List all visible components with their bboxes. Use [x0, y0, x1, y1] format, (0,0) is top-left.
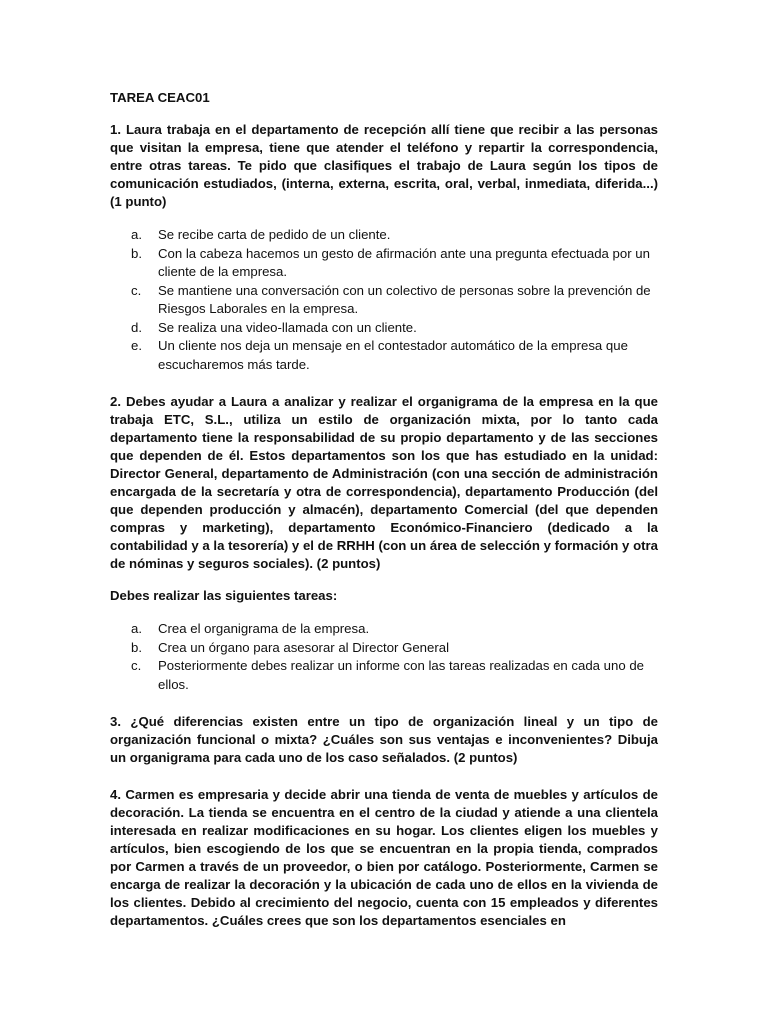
list-item-text: Se realiza una video-llamada con un cliente. — [158, 319, 417, 335]
list-item-text: Se recibe carta de pedido de un cliente. — [158, 227, 391, 242]
list-item — [110, 245, 658, 282]
list-item — [110, 620, 658, 639]
list-item — [110, 282, 658, 319]
question-2-text: 2. Debes ayudar a Laura a analizar y realizar el organigrama de la empresa en la que trabaja ETC, S.L., utiliza un estilo de organización mixta, por lo tanto cada departamento tiene la responsabilidad de su propio departamento y de las secciones que dependen de él. Estos departamentos son los que has estudiado en la unidad: Director General, departamento de Administración (con una sección de administración encargada de la secretaría y otra de correspondencia), departamento Producción (del que dependen producción y almacén), departamento Comercial (del que dependen compras y marketing), departamento Económico-Financiero (dedicado a la contabilidad y a la tesorería) y el de RRHH (con un área de selección y formación y otra de nóminas y seguros sociales). (2 puntos) — [110, 394, 658, 571]
list-item — [110, 657, 658, 694]
list-item — [110, 226, 658, 245]
tasks-heading: Debes realizar las siguientes tareas: — [110, 588, 338, 603]
list-item-text: Posteriormente debes realizar un informe con las tareas realizadas en cada uno de ellos. — [158, 658, 645, 692]
list-item — [110, 319, 658, 338]
list-marker: c. — [131, 282, 142, 298]
list-item — [110, 639, 658, 658]
list-item — [110, 337, 658, 374]
list-marker: a. — [131, 621, 142, 636]
question-1-text: 1. Laura trabaja en el departamento de recepción allí tiene que recibir a las personas que visitan la empresa, tiene que atender el teléfono y repartir la correspondencia, entre otras tareas. Te pido que clasifiques el trabajo de Laura según los tipos de comunicación estudiados, (interna, externa, escrita, oral, verbal, inmediata, diferida...) (1 punto) — [110, 122, 658, 209]
list-marker: c. — [131, 658, 142, 673]
question-4-text: 4. Carmen es empresaria y decide abrir una tienda de venta de muebles y artículos de decoración. La tienda se encuentra en el centro de la ciudad y atiende a una clientela interesada en realizar modificaciones en su hogar. Los clientes eligen los muebles y artículos, bien escogiendo de los que se encuentran en la propia tienda, comprados por Carmen a través de un proveedor, o bien por catálogo. Posteriormente, Carmen se encarga de realizar la decoración y la ubicación de cada uno de ellos en la vivienda de los clientes. Debido al crecimiento del negocio, cuenta con 15 empleados y diferentes departamentos. ¿Cuáles crees que son los departamentos esenciales en — [110, 787, 658, 928]
question-3-text: 3. ¿Qué diferencias existen entre un tipo de organización lineal y un tipo de organización funcional o mixta? ¿Cuáles son sus ventajas e inconvenientes? Dibuja un organigrama para cada uno de los caso señalados. (2 puntos) — [110, 714, 658, 765]
list-marker: a. — [131, 227, 142, 242]
question-2-list — [110, 620, 658, 694]
question-1-list — [110, 226, 658, 374]
list-marker: b. — [131, 245, 142, 261]
list-marker: e. — [131, 338, 142, 353]
list-item-text: Con la cabeza hacemos un gesto de afirmación ante una pregunta efectuada por un cliente de la empresa. — [158, 245, 650, 279]
list-item-text: Un cliente nos deja un mensaje en el contestador automático de la empresa que escucharemos más tarde. — [158, 338, 628, 372]
list-marker: b. — [131, 639, 142, 655]
list-item-text: Crea un órgano para asesorar al Director General — [158, 639, 450, 655]
document-title: TAREA CEAC01 — [110, 90, 210, 105]
list-marker: d. — [131, 319, 142, 335]
list-item-text: Crea el organigrama de la empresa. — [158, 621, 370, 636]
list-item-text: Se mantiene una conversación con un colectivo de personas sobre la prevención de Riesgos Laborales en la empresa. — [158, 282, 651, 316]
